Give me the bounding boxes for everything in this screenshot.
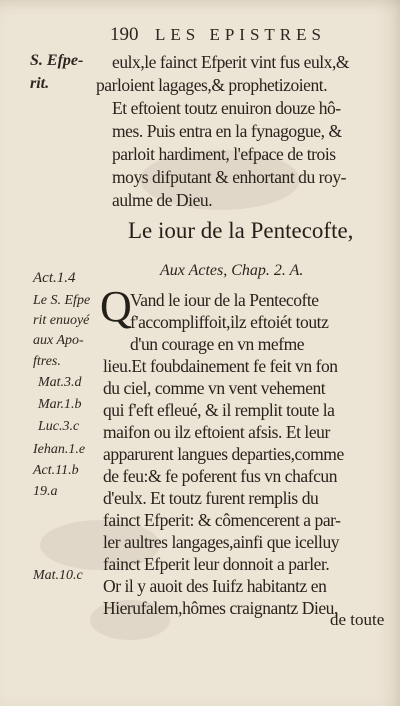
- text-line: lieu.Et foubdainement fe feit vn fon: [103, 356, 338, 376]
- text-line: apparurent langues departies,comme: [103, 444, 344, 464]
- page-header: [0, 24, 400, 44]
- margin-note-aux-apo: aux Apo-: [33, 333, 84, 348]
- text-line: maifon ou ilz eftoient afsis. Et leur: [103, 422, 330, 442]
- text-line: de feu:& fe poferent fus vn chafcun: [103, 466, 338, 486]
- text-line: Vand le iour de la Pentecofte: [130, 290, 319, 310]
- margin-note-luc-3-c: Luc.3.c: [38, 419, 80, 434]
- text-line: f'accompliffoit,ilz eftoiét toutz: [130, 312, 329, 332]
- text-line: fainct Efperit leur donnoit a parler.: [103, 554, 330, 574]
- text-line: Hierufalem,hômes craignantz Dieu,: [103, 598, 338, 618]
- margin-note-19-a: 19.a: [33, 484, 58, 499]
- catchword: de toute: [330, 610, 385, 629]
- text-line: qui f'eft efleué, & il remplit toute la: [103, 400, 335, 420]
- margin-note-stres: ftres.: [33, 354, 61, 369]
- text-line: d'eulx. Et toutz furent remplis du: [103, 488, 319, 508]
- text-line: eulx,le fainct Efperit vint fus eulx,&: [112, 52, 350, 72]
- text-line: fainct Efperit: & cômencerent a par-: [103, 510, 341, 530]
- section-subtitle: Aux Actes, Chap. 2. A.: [160, 262, 304, 279]
- text-line: Or il y auoit des Iuifz habitantz en: [103, 576, 327, 596]
- text-line: parloit hardiment, l'efpace de trois: [112, 144, 336, 164]
- margin-note-iehan-1-e: Iehan.1.e: [33, 442, 86, 457]
- page-number: 190: [110, 24, 139, 45]
- running-title: LES EPISTRES: [155, 25, 326, 44]
- drop-cap: Q: [100, 282, 132, 331]
- margin-note-saint-esprit-1: S. Efpe-: [30, 52, 84, 69]
- text-line: Et eftoient toutz enuiron douze hô-: [112, 98, 341, 118]
- margin-note-saint-esprit-2: rit.: [30, 75, 50, 92]
- text-line: aulme de Dieu.: [112, 190, 213, 210]
- margin-note-rit-envoye: rit enuoyé: [33, 313, 90, 328]
- margin-note-mat-3-d: Mat.3.d: [38, 375, 82, 390]
- section-title: Le iour de la Pentecofte,: [128, 218, 354, 243]
- margin-note-mat-10-c: Mat.10.c: [33, 568, 83, 583]
- margin-note-mar-1-b: Mar.1.b: [38, 397, 82, 412]
- text-line: mes. Puis entra en la fynagogue, &: [112, 121, 342, 141]
- text-line: ler aultres langages,ainfi que icelluy: [103, 532, 340, 552]
- text-line: parloient lagages,& prophetizoient.: [96, 75, 328, 95]
- margin-note-le-s-esprit: Le S. Efpe: [33, 293, 91, 308]
- text-line: moys difputant & enhortant du roy-: [112, 167, 347, 187]
- margin-note-act-1-4: Act.1.4: [33, 270, 76, 286]
- text-line: du ciel, comme vn vent vehement: [103, 378, 326, 398]
- margin-note-act-11-b: Act.11.b: [33, 463, 79, 478]
- text-line: d'un courage en vn mefme: [130, 334, 305, 354]
